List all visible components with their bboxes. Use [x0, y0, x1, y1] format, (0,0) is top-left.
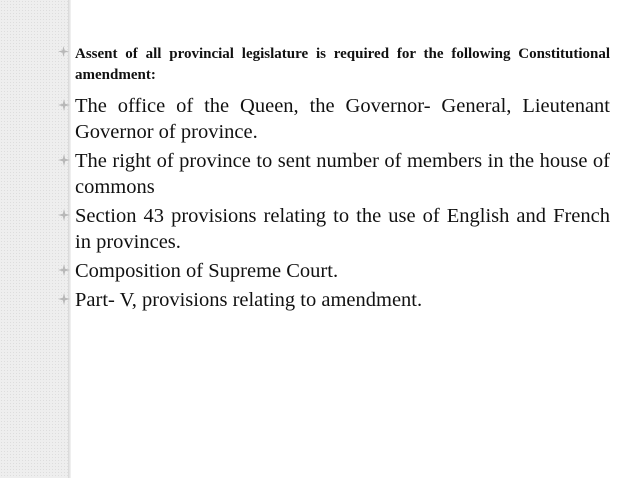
heading-text: Assent of all provincial legislature is required for the following Constitutional amendment: [75, 46, 610, 83]
list-item-text: Composition of Supreme Court. [75, 260, 339, 282]
list-item [58, 148, 610, 200]
list-item-text: The office of the Queen, the Governor- General, Lieutenant Governor of province. [75, 95, 610, 143]
star-bullet-icon [58, 293, 70, 305]
list-item-text: Part- V, provisions relating to amendment. [75, 289, 423, 311]
list-item-text: The right of province to sent number of members in the house of commons [75, 150, 610, 198]
heading-bullet [58, 44, 610, 86]
list-item [58, 287, 610, 313]
star-bullet-icon [58, 99, 70, 111]
list-item-text: Section 43 provisions relating to the use of English and French in provinces. [75, 205, 610, 253]
list-item [58, 203, 610, 255]
list-item [58, 93, 610, 145]
list-item [58, 258, 610, 284]
slide-bullet-list [58, 44, 610, 316]
star-bullet-icon [58, 209, 70, 221]
star-bullet-icon [58, 46, 70, 58]
star-bullet-icon [58, 154, 70, 166]
star-bullet-icon [58, 264, 70, 276]
